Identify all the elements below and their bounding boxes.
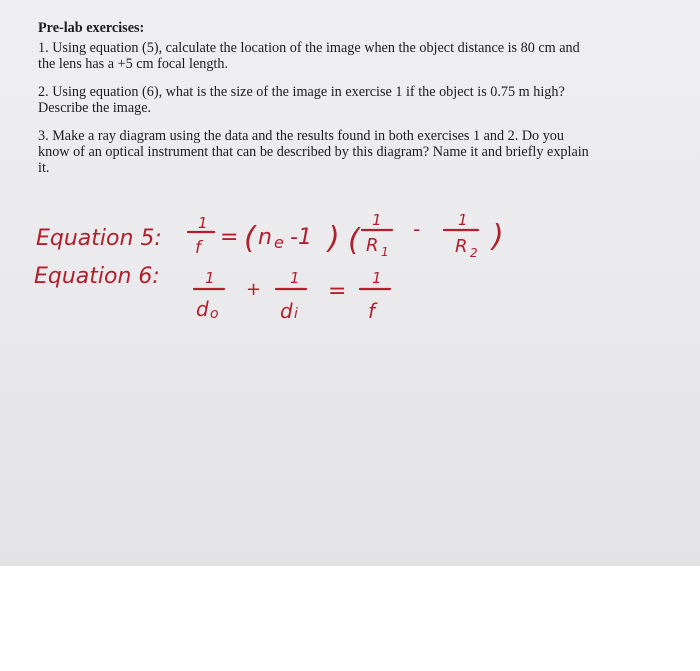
exercise-line: the lens has a +5 cm focal length. xyxy=(38,56,229,72)
eq5-num-r2: 1 xyxy=(458,211,468,229)
exercise-line: it. xyxy=(38,160,50,176)
eq5-numerator: 1 xyxy=(198,214,208,232)
equation-6 xyxy=(34,264,390,323)
eq6-d: d xyxy=(196,297,209,321)
eq6-o-sub: o xyxy=(210,306,219,322)
eq5-rparen-2: ) xyxy=(492,219,504,254)
exercise-line: 3. Make a ray diagram using the data and the results found in both exercises 1 and 2. Do you xyxy=(38,128,564,144)
eq6-i-sub: i xyxy=(294,306,298,322)
eq5-R2-sub: 2 xyxy=(470,246,478,260)
equation-5 xyxy=(36,211,504,260)
eq5-lparen: ( xyxy=(244,221,256,256)
eq5-R2: R xyxy=(455,236,468,257)
eq6-plus: + xyxy=(246,279,262,300)
eq6-equals: = xyxy=(328,279,347,304)
eq5-n: n xyxy=(258,225,272,250)
worksheet-heading: Pre-lab exercises: xyxy=(38,20,145,36)
eq5-R1-sub: 1 xyxy=(381,245,389,259)
eq5-f: f xyxy=(195,238,201,258)
eq6-num-f: 1 xyxy=(372,269,382,287)
eq6-num-do: 1 xyxy=(205,269,215,287)
eq5-R1: R xyxy=(366,235,379,256)
exercise-line: know of an optical instrument that can be described by this diagram? Name it and briefly explain xyxy=(38,144,589,160)
eq6-num-di: 1 xyxy=(290,269,300,287)
equation-5-label: Equation 5: xyxy=(36,226,162,251)
eq5-equals: = xyxy=(220,225,239,250)
eq5-e-sub: e xyxy=(274,233,284,252)
eq5-minus: - xyxy=(413,217,421,241)
equation-6-label: Equation 6: xyxy=(34,264,160,289)
exercise-line: 2. Using equation (6), what is the size of the image in exercise 1 if the object is 0.75 m high? xyxy=(38,84,565,100)
exercise-line: 1. Using equation (5), calculate the location of the image when the object distance is 80 cm and xyxy=(38,40,580,56)
eq6-f: f xyxy=(368,299,376,323)
eq5-minus-one: -1 xyxy=(290,225,312,250)
exercise-line: Describe the image. xyxy=(38,100,152,116)
eq6-d2: d xyxy=(280,299,293,323)
eq5-rparen: ) xyxy=(328,221,340,256)
eq5-num-r1: 1 xyxy=(372,211,382,229)
eq5-lparen-2: ( xyxy=(348,223,360,258)
